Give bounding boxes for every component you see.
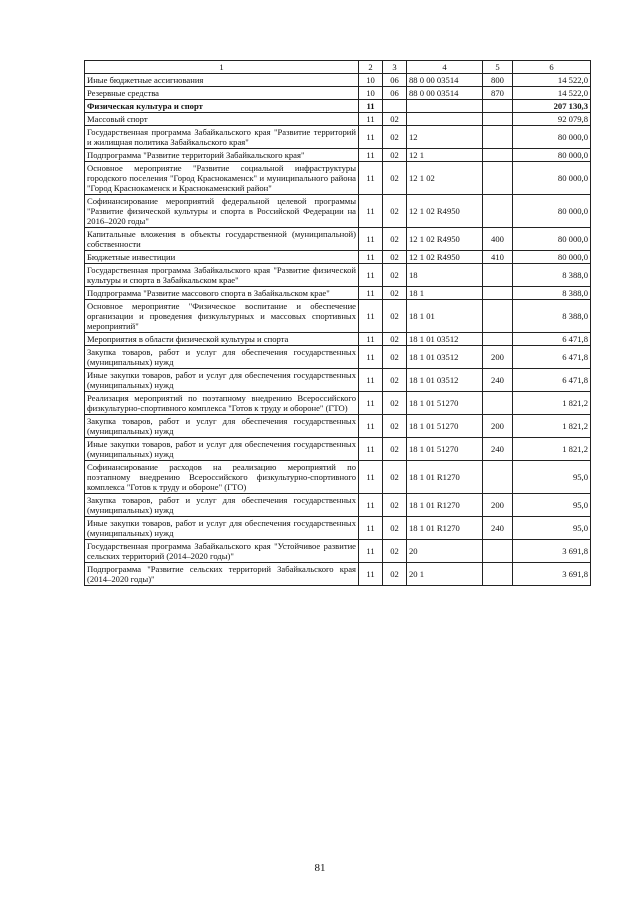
row-vr-cell <box>483 264 513 287</box>
row-csr-cell <box>407 113 483 126</box>
row-name-cell: Государственная программа Забайкальского края "Развитие физической культуры и спорта в Забайкальском крае" <box>85 264 359 287</box>
row-vr-cell <box>483 333 513 346</box>
row-pr-cell: 02 <box>383 228 407 251</box>
row-name-cell: Бюджетные инвестиции <box>85 251 359 264</box>
row-pr-cell: 02 <box>383 392 407 415</box>
table-row <box>85 149 591 162</box>
row-name-cell: Капитальные вложения в объекты государственной (муниципальной) собственности <box>85 228 359 251</box>
row-sum-cell: 8 388,0 <box>513 287 591 300</box>
table-row <box>85 392 591 415</box>
header-cell: 1 <box>85 61 359 74</box>
row-name-cell: Софинансирование мероприятий федеральной целевой программы "Развитие физической культуры и спорта в Российской Федерации на 2016–2020 годы" <box>85 195 359 228</box>
table-row <box>85 438 591 461</box>
table-row <box>85 346 591 369</box>
header-cell: 5 <box>483 61 513 74</box>
page-number: 81 <box>314 862 326 874</box>
row-rz-cell: 11 <box>359 369 383 392</box>
row-sum-cell: 92 079,8 <box>513 113 591 126</box>
row-vr-cell: 240 <box>483 369 513 392</box>
row-rz-cell: 10 <box>359 87 383 100</box>
row-rz-cell: 11 <box>359 333 383 346</box>
table-row <box>85 494 591 517</box>
row-rz-cell: 11 <box>359 517 383 540</box>
table-row <box>85 369 591 392</box>
row-rz-cell: 11 <box>359 300 383 333</box>
row-rz-cell: 11 <box>359 392 383 415</box>
row-pr-cell: 02 <box>383 300 407 333</box>
row-pr-cell: 02 <box>383 287 407 300</box>
row-sum-cell: 1 821,2 <box>513 392 591 415</box>
header-cell: 2 <box>359 61 383 74</box>
row-rz-cell: 11 <box>359 264 383 287</box>
header-cell: 3 <box>383 61 407 74</box>
table-row <box>85 87 591 100</box>
row-sum-cell: 3 691,8 <box>513 540 591 563</box>
table-row <box>85 300 591 333</box>
row-pr-cell: 06 <box>383 74 407 87</box>
row-pr-cell: 02 <box>383 346 407 369</box>
row-sum-cell: 80 000,0 <box>513 228 591 251</box>
row-sum-cell: 6 471,8 <box>513 346 591 369</box>
row-pr-cell: 02 <box>383 415 407 438</box>
row-vr-cell <box>483 100 513 113</box>
row-name-cell: Физическая культура и спорт <box>85 100 359 113</box>
row-vr-cell <box>483 149 513 162</box>
row-vr-cell <box>483 126 513 149</box>
row-rz-cell: 11 <box>359 195 383 228</box>
table-header-row <box>85 61 591 74</box>
row-rz-cell: 11 <box>359 113 383 126</box>
row-pr-cell: 02 <box>383 461 407 494</box>
row-sum-cell: 14 522,0 <box>513 87 591 100</box>
row-name-cell: Подпрограмма "Развитие территорий Забайкальского края" <box>85 149 359 162</box>
table-row <box>85 228 591 251</box>
row-name-cell: Подпрограмма "Развитие массового спорта в Забайкальском крае" <box>85 287 359 300</box>
table-row <box>85 563 591 586</box>
row-csr-cell: 12 1 <box>407 149 483 162</box>
row-name-cell: Резервные средства <box>85 87 359 100</box>
table-row <box>85 126 591 149</box>
row-name-cell: Иные бюджетные ассигнования <box>85 74 359 87</box>
row-vr-cell <box>483 461 513 494</box>
row-sum-cell: 6 471,8 <box>513 369 591 392</box>
row-pr-cell: 02 <box>383 195 407 228</box>
row-vr-cell <box>483 195 513 228</box>
row-sum-cell: 80 000,0 <box>513 162 591 195</box>
row-csr-cell: 18 1 01 R1270 <box>407 517 483 540</box>
row-vr-cell: 400 <box>483 228 513 251</box>
row-csr-cell: 18 <box>407 264 483 287</box>
row-sum-cell: 95,0 <box>513 461 591 494</box>
row-name-cell: Основное мероприятие "Физическое воспитание и обеспечение организации и проведения физкультурных и массовых спортивных мероприятий" <box>85 300 359 333</box>
row-csr-cell: 20 <box>407 540 483 563</box>
table-row <box>85 100 591 113</box>
row-sum-cell: 95,0 <box>513 494 591 517</box>
row-csr-cell: 12 1 02 <box>407 162 483 195</box>
row-csr-cell: 12 1 02 R4950 <box>407 251 483 264</box>
row-vr-cell <box>483 563 513 586</box>
table-row <box>85 517 591 540</box>
table-row <box>85 74 591 87</box>
row-sum-cell: 1 821,2 <box>513 415 591 438</box>
row-rz-cell: 11 <box>359 461 383 494</box>
table-row <box>85 333 591 346</box>
row-vr-cell: 200 <box>483 415 513 438</box>
row-sum-cell: 80 000,0 <box>513 126 591 149</box>
row-rz-cell: 11 <box>359 287 383 300</box>
row-name-cell: Иные закупки товаров, работ и услуг для обеспечения государственных (муниципальных) нужд <box>85 438 359 461</box>
row-rz-cell: 11 <box>359 415 383 438</box>
table-row <box>85 195 591 228</box>
row-rz-cell: 11 <box>359 149 383 162</box>
table-row <box>85 264 591 287</box>
row-pr-cell: 06 <box>383 87 407 100</box>
row-rz-cell: 11 <box>359 563 383 586</box>
row-csr-cell: 18 1 01 03512 <box>407 369 483 392</box>
row-rz-cell: 11 <box>359 100 383 113</box>
row-csr-cell: 18 1 01 03512 <box>407 346 483 369</box>
row-csr-cell: 18 1 01 03512 <box>407 333 483 346</box>
row-vr-cell <box>483 392 513 415</box>
table-row <box>85 461 591 494</box>
row-rz-cell: 11 <box>359 346 383 369</box>
row-sum-cell: 6 471,8 <box>513 333 591 346</box>
row-csr-cell: 18 1 01 R1270 <box>407 461 483 494</box>
row-sum-cell: 80 000,0 <box>513 251 591 264</box>
row-rz-cell: 11 <box>359 251 383 264</box>
row-vr-cell: 200 <box>483 346 513 369</box>
row-name-cell: Иные закупки товаров, работ и услуг для обеспечения государственных (муниципальных) нужд <box>85 517 359 540</box>
row-csr-cell: 20 1 <box>407 563 483 586</box>
row-name-cell: Государственная программа Забайкальского края "Устойчивое развитие сельских территорий (2014–2020 годы)" <box>85 540 359 563</box>
row-csr-cell: 18 1 <box>407 287 483 300</box>
row-pr-cell: 02 <box>383 264 407 287</box>
row-vr-cell <box>483 287 513 300</box>
row-csr-cell: 12 1 02 R4950 <box>407 195 483 228</box>
row-name-cell: Реализация мероприятий по поэтапному внедрению Всероссийского физкультурно-спортивного комплекса "Готов к труду и обороне" (ГТО) <box>85 392 359 415</box>
row-csr-cell: 12 1 02 R4950 <box>407 228 483 251</box>
row-vr-cell: 870 <box>483 87 513 100</box>
row-pr-cell: 02 <box>383 494 407 517</box>
budget-table <box>84 60 591 586</box>
row-pr-cell: 02 <box>383 333 407 346</box>
row-csr-cell: 18 1 01 <box>407 300 483 333</box>
row-csr-cell: 88 0 00 03514 <box>407 74 483 87</box>
row-name-cell: Закупка товаров, работ и услуг для обеспечения государственных (муниципальных) нужд <box>85 494 359 517</box>
row-vr-cell: 800 <box>483 74 513 87</box>
row-vr-cell: 240 <box>483 517 513 540</box>
row-rz-cell: 11 <box>359 228 383 251</box>
row-csr-cell: 18 1 01 R1270 <box>407 494 483 517</box>
row-csr-cell <box>407 100 483 113</box>
row-pr-cell: 02 <box>383 126 407 149</box>
row-rz-cell: 11 <box>359 540 383 563</box>
row-csr-cell: 18 1 01 51270 <box>407 438 483 461</box>
table-row <box>85 415 591 438</box>
row-name-cell: Закупка товаров, работ и услуг для обеспечения государственных (муниципальных) нужд <box>85 415 359 438</box>
row-pr-cell: 02 <box>383 438 407 461</box>
row-vr-cell <box>483 300 513 333</box>
header-cell: 4 <box>407 61 483 74</box>
row-vr-cell <box>483 540 513 563</box>
row-vr-cell <box>483 162 513 195</box>
row-csr-cell: 18 1 01 51270 <box>407 392 483 415</box>
row-sum-cell: 95,0 <box>513 517 591 540</box>
row-name-cell: Закупка товаров, работ и услуг для обеспечения государственных (муниципальных) нужд <box>85 346 359 369</box>
row-vr-cell <box>483 113 513 126</box>
row-pr-cell: 02 <box>383 149 407 162</box>
row-vr-cell: 240 <box>483 438 513 461</box>
row-name-cell: Мероприятия в области физической культуры и спорта <box>85 333 359 346</box>
row-pr-cell: 02 <box>383 113 407 126</box>
row-pr-cell <box>383 100 407 113</box>
row-vr-cell: 200 <box>483 494 513 517</box>
row-csr-cell: 18 1 01 51270 <box>407 415 483 438</box>
row-name-cell: Основное мероприятие "Развитие социальной инфраструктуры городского поселения "Город Краснокаменск" и муниципального района "Город Краснокаменск и Краснокаменский район" <box>85 162 359 195</box>
row-csr-cell: 12 <box>407 126 483 149</box>
row-csr-cell: 88 0 00 03514 <box>407 87 483 100</box>
row-sum-cell: 80 000,0 <box>513 149 591 162</box>
row-sum-cell: 80 000,0 <box>513 195 591 228</box>
row-name-cell: Иные закупки товаров, работ и услуг для обеспечения государственных (муниципальных) нужд <box>85 369 359 392</box>
row-vr-cell: 410 <box>483 251 513 264</box>
row-pr-cell: 02 <box>383 162 407 195</box>
row-name-cell: Софинансирование расходов на реализацию мероприятий по поэтапному внедрению Всероссийского физкультурно-спортивного комплекса "Готов к труду и обороне" (ГТО) <box>85 461 359 494</box>
row-sum-cell: 14 522,0 <box>513 74 591 87</box>
row-sum-cell: 8 388,0 <box>513 300 591 333</box>
row-rz-cell: 11 <box>359 438 383 461</box>
row-name-cell: Подпрограмма "Развитие сельских территорий Забайкальского края (2014–2020 годы)" <box>85 563 359 586</box>
table-row <box>85 540 591 563</box>
table-row <box>85 162 591 195</box>
row-sum-cell: 207 130,3 <box>513 100 591 113</box>
row-rz-cell: 11 <box>359 494 383 517</box>
row-sum-cell: 1 821,2 <box>513 438 591 461</box>
row-sum-cell: 3 691,8 <box>513 563 591 586</box>
table-row <box>85 113 591 126</box>
row-name-cell: Государственная программа Забайкальского края "Развитие территорий и жилищная политика Забайкальского края" <box>85 126 359 149</box>
row-name-cell: Массовый спорт <box>85 113 359 126</box>
table-row <box>85 251 591 264</box>
row-rz-cell: 10 <box>359 74 383 87</box>
row-pr-cell: 02 <box>383 517 407 540</box>
row-sum-cell: 8 388,0 <box>513 264 591 287</box>
row-pr-cell: 02 <box>383 251 407 264</box>
header-cell: 6 <box>513 61 591 74</box>
row-pr-cell: 02 <box>383 563 407 586</box>
row-pr-cell: 02 <box>383 369 407 392</box>
row-pr-cell: 02 <box>383 540 407 563</box>
row-rz-cell: 11 <box>359 162 383 195</box>
row-rz-cell: 11 <box>359 126 383 149</box>
table-row <box>85 287 591 300</box>
